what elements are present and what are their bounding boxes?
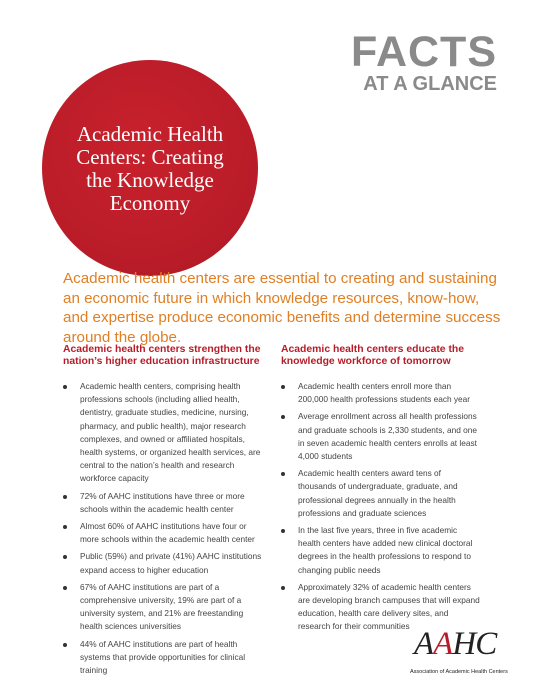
- logo-caption: Association of Academic Health Centers: [410, 669, 508, 675]
- document-title: Academic Health Centers: Creating the Knowledge Economy: [76, 122, 224, 215]
- list-item: [281, 467, 481, 520]
- list-item-text: Almost 60% of AAHC institutions have four or more schools within the academic health center: [80, 521, 255, 545]
- list-item-text: 72% of AAHC institutions have three or more schools within the academic health center: [80, 490, 245, 514]
- list-item: [281, 524, 481, 577]
- logo-letters: AAHC: [414, 626, 497, 662]
- list-item: [281, 410, 481, 463]
- bullet-dot-icon: [281, 415, 285, 419]
- list-item-text: Public (59%) and private (41%) AAHC institutions expand access to higher education: [80, 551, 262, 575]
- right-column-heading: Academic health centers educate the knowledge workforce of tomorrow: [281, 344, 465, 367]
- bullet-dot-icon: [63, 525, 67, 529]
- facts-title: FACTS: [351, 28, 497, 76]
- right-column: [281, 344, 481, 638]
- left-column: [63, 344, 263, 681]
- list-item-text: Average enrollment across all health professions and graduate schools is 2,330 students, and one in seven academic health centers enrolls at least 4,000 students: [298, 411, 477, 462]
- list-item: [63, 581, 263, 634]
- left-column-heading: Academic health centers strengthen the nation’s higher education infrastructure: [63, 344, 261, 367]
- list-item-text: Academic health centers, comprising health professions schools (including allied health, dentistry, graduate studies, medicine, nursing, pharmacy, and public health), major research complexes, and owned or affiliated hospitals, health systems, or organized health services, are central to the nation’s health and research workforce capacity: [80, 381, 261, 484]
- list-item-text: In the last five years, three in five academic health centers have added new clinical doctoral degrees in the health professions to respond to changing public needs: [298, 525, 473, 575]
- list-item: [63, 638, 263, 678]
- bullet-dot-icon: [63, 643, 67, 647]
- list-item: [63, 550, 263, 576]
- bullet-dot-icon: [63, 555, 67, 559]
- right-bullet-list: [281, 380, 481, 634]
- at-a-glance-subtitle: AT A GLANCE: [363, 73, 497, 95]
- bullet-dot-icon: [281, 472, 285, 476]
- list-item-text: Academic health centers enroll more than 200,000 health professions students each year: [298, 381, 471, 405]
- title-circle: [42, 60, 258, 276]
- bullet-dot-icon: [281, 529, 285, 533]
- aahc-logo: [410, 624, 515, 684]
- list-item: [63, 380, 263, 486]
- bullet-dot-icon: [63, 586, 67, 590]
- list-item: [63, 490, 263, 516]
- list-item: [281, 380, 481, 406]
- bullet-dot-icon: [281, 385, 285, 389]
- list-item-text: 44% of AAHC institutions are part of health systems that provide opportunities for clinical training: [80, 638, 246, 676]
- list-item: [63, 520, 263, 546]
- intro-paragraph: Academic health centers are essential to creating and sustaining an economic future in which knowledge resources, know-how, and expertise produce economic benefits and determine success around the globe.: [63, 270, 501, 346]
- list-item-text: 67% of AAHC institutions are part of a comprehensive university, 19% are part of a university system, and 21% are freestanding health sciences universities: [80, 581, 244, 632]
- left-bullet-list: [63, 380, 263, 677]
- list-item-text: Approximately 32% of academic health centers are developing branch campuses that will expand education, health care delivery sites, and research for their communities: [298, 581, 480, 632]
- bullet-dot-icon: [63, 495, 67, 499]
- bullet-dot-icon: [281, 586, 285, 590]
- list-item-text: Academic health centers award tens of thousands of undergraduate, graduate, and professional degrees annually in the health professions and graduate sciences: [298, 468, 458, 518]
- bullet-dot-icon: [63, 385, 67, 389]
